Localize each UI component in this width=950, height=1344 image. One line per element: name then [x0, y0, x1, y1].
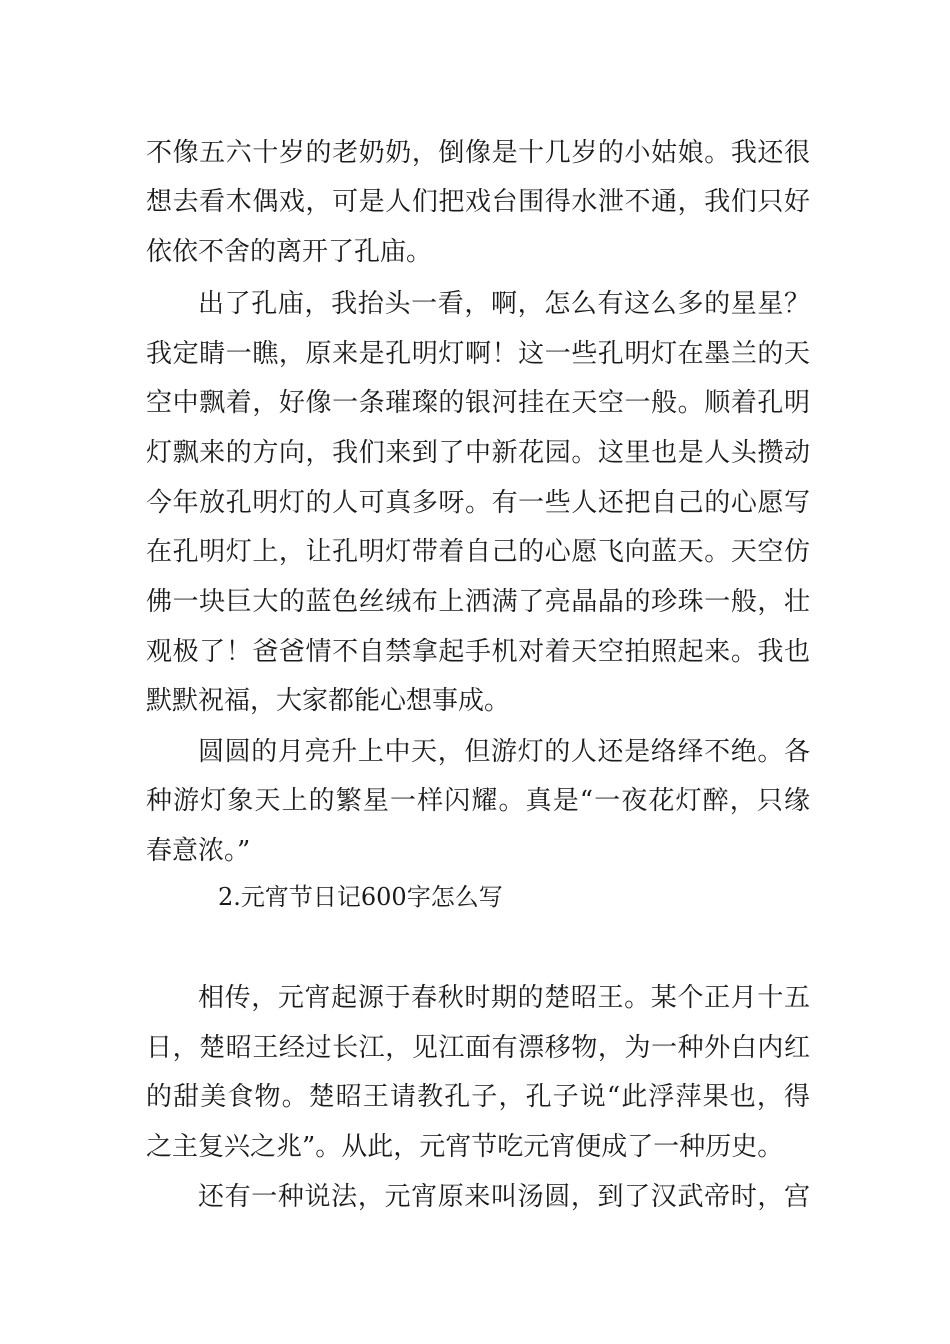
paragraph-4-line-3: 的甜美食物。楚昭王请教孔子，孔子说“此浮萍果也，得: [146, 1082, 810, 1112]
paragraph-5-line-1: 还有一种说法，元宵原来叫汤圆，到了汉武帝时，宫: [198, 1182, 810, 1212]
paragraph-2-line-7: 佛一块巨大的蓝色丝绒布上洒满了亮晶晶的珍珠一般，壮: [146, 587, 810, 617]
paragraph-2-line-4: 灯飘来的方向，我们来到了中新花园。这里也是人头攒动: [146, 438, 810, 468]
paragraph-3-line-1: 圆圆的月亮升上中天，但游灯的人还是络绎不绝。各: [198, 737, 810, 767]
paragraph-4-line-2: 日，楚昭王经过长江，见江面有漂移物，为一种外白内红: [146, 1033, 810, 1063]
paragraph-2-line-6: 在孔明灯上，让孔明灯带着自己的心愿飞向蓝天。天空仿: [146, 537, 810, 567]
paragraph-2-line-5: 今年放孔明灯的人可真多呀。有一些人还把自己的心愿写: [146, 488, 810, 518]
paragraph-2-line-9: 默默祝福，大家都能心想事成。: [146, 686, 511, 716]
paragraph-4-line-1: 相传，元宵起源于春秋时期的楚昭王。某个正月十五: [198, 983, 810, 1013]
paragraph-2-line-2: 我定睛一瞧，原来是孔明灯啊！这一些孔明灯在墨兰的天: [146, 339, 810, 369]
paragraph-2-line-3: 空中飘着，好像一条璀璨的银河挂在天空一般。顺着孔明: [146, 388, 810, 418]
paragraph-1-line-1: 不像五六十岁的老奶奶，倒像是十几岁的小姑娘。我还很: [146, 138, 810, 168]
paragraph-1-line-2: 想去看木偶戏，可是人们把戏台围得水泄不通，我们只好: [146, 187, 810, 217]
paragraph-3-line-2: 种游灯象天上的繁星一样闪耀。真是“一夜花灯醉，只缘: [146, 786, 810, 816]
paragraph-2-line-8: 观极了！爸爸情不自禁拿起手机对着天空拍照起来。我也: [146, 637, 810, 667]
paragraph-4-line-4: 之主复兴之兆”。从此，元宵节吃元宵便成了一种历史。: [146, 1132, 784, 1162]
paragraph-3-line-3: 春意浓。”: [146, 836, 251, 866]
section-heading: 2.元宵节日记600字怎么写: [218, 883, 503, 911]
paragraph-2-line-1: 出了孔庙，我抬头一看，啊，怎么有这么多的星星？: [198, 289, 810, 319]
paragraph-1-line-3: 依依不舍的离开了孔庙。: [146, 237, 433, 267]
